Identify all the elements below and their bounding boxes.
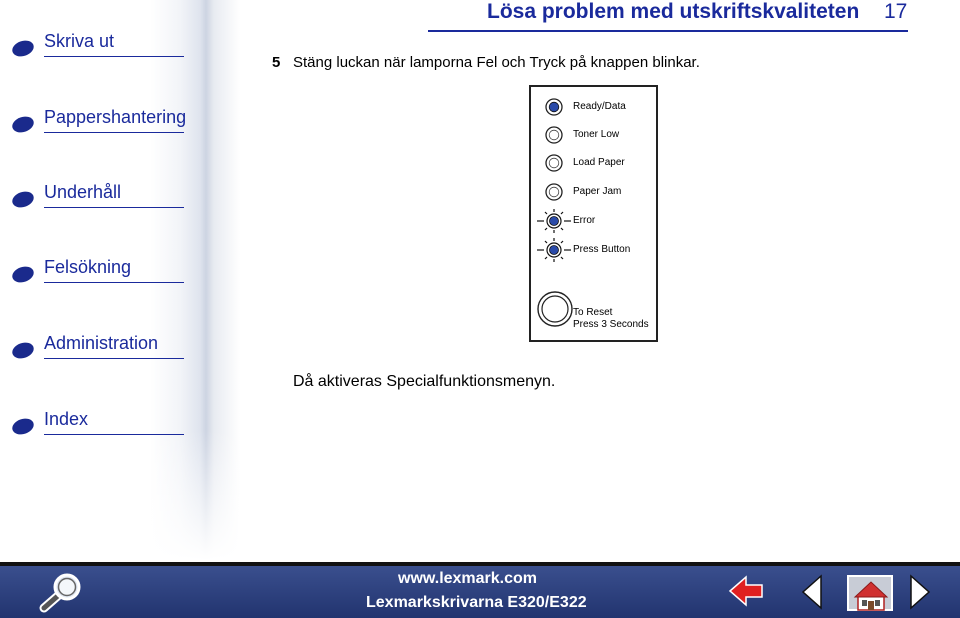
sidebar-item-label: Underhåll xyxy=(44,182,122,202)
light-label: Toner Low xyxy=(573,129,620,140)
footer-url-link[interactable]: www.lexmark.com xyxy=(398,570,538,587)
footer-bar xyxy=(0,562,960,618)
light-label: Load Paper xyxy=(573,157,625,168)
page-number: 17 xyxy=(884,0,908,23)
page-title: Lösa problem med utskriftskvaliteten xyxy=(487,0,860,23)
divider xyxy=(44,282,184,283)
sidebar-item-label: Administration xyxy=(44,333,159,353)
sidebar-fade xyxy=(0,430,240,560)
toner-low-light-icon xyxy=(546,127,562,143)
bullet-icon xyxy=(10,38,36,59)
bullet-icon xyxy=(10,114,36,135)
sidebar-item-label: Felsökning xyxy=(44,257,132,277)
load-paper-light-icon xyxy=(546,155,562,171)
header-divider xyxy=(428,30,908,32)
light-label: Press Button xyxy=(573,244,631,255)
footer-product-name: Lexmarkskrivarna E320/E322 xyxy=(366,594,587,611)
divider xyxy=(44,207,184,208)
bullet-icon xyxy=(10,340,36,361)
divider xyxy=(44,358,184,359)
divider xyxy=(44,132,184,133)
reset-label-line2: Press 3 Seconds xyxy=(573,319,649,330)
ready-data-light-icon xyxy=(546,99,562,115)
next-page-icon[interactable] xyxy=(908,574,932,610)
bullet-icon xyxy=(10,416,36,437)
press-button-light-blinking-icon xyxy=(537,238,571,262)
sidebar-item-felsokning[interactable] xyxy=(12,257,184,287)
error-light-blinking-icon xyxy=(537,209,571,233)
sidebar-item-underhall[interactable] xyxy=(12,182,184,212)
sidebar-item-administration[interactable] xyxy=(12,333,184,363)
bullet-icon xyxy=(10,264,36,285)
sidebar-item-index[interactable] xyxy=(12,409,184,439)
home-icon[interactable] xyxy=(846,574,894,612)
sidebar-item-label: Pappershantering xyxy=(44,107,187,127)
previous-page-icon[interactable] xyxy=(800,574,824,610)
back-arrow-icon[interactable] xyxy=(728,574,764,608)
sidebar-item-pappershantering[interactable] xyxy=(12,107,187,137)
bullet-icon xyxy=(10,189,36,210)
light-label: Ready/Data xyxy=(573,101,626,112)
search-icon[interactable] xyxy=(38,572,86,614)
divider xyxy=(44,434,184,435)
light-label: Paper Jam xyxy=(573,186,622,197)
sidebar-item-label: Skriva ut xyxy=(44,31,115,51)
operator-panel-illustration xyxy=(529,85,658,342)
result-text: Då aktiveras Specialfunktionsmenyn. xyxy=(293,373,556,390)
reset-button-icon xyxy=(538,292,572,326)
divider xyxy=(44,56,184,57)
paper-jam-light-icon xyxy=(546,184,562,200)
step-text: Stäng luckan när lamporna Fel och Tryck på knappen blinkar. xyxy=(293,54,700,71)
sidebar-item-skriva-ut[interactable] xyxy=(12,31,184,61)
step-number: 5 xyxy=(272,54,281,71)
operator-panel-graphic xyxy=(531,87,656,340)
sidebar-item-label: Index xyxy=(44,409,89,429)
reset-label-line1: To Reset xyxy=(573,307,613,318)
light-label: Error xyxy=(573,215,596,226)
